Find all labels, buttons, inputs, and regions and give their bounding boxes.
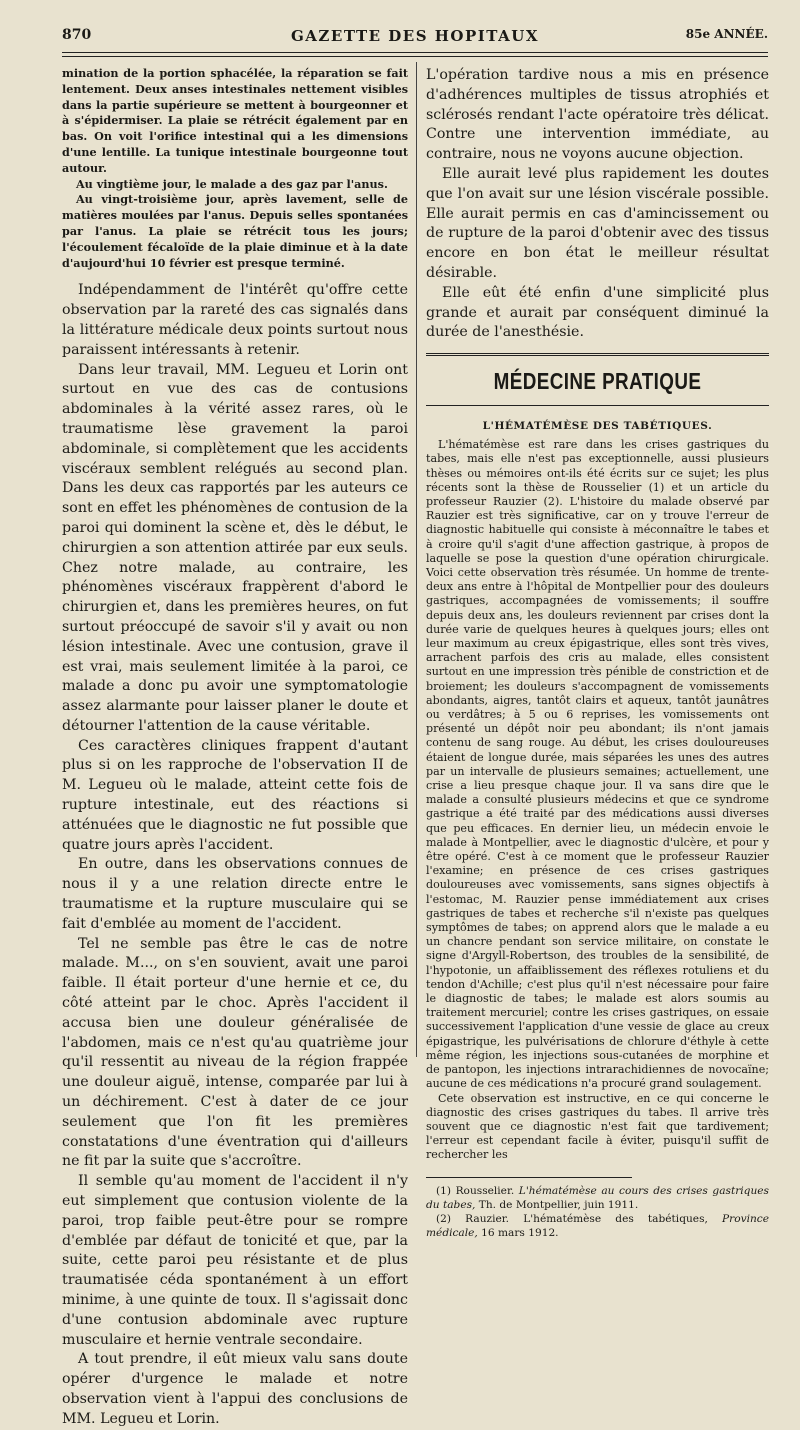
paragraph: A tout prendre, il eût mieux valu sans doute opérer d'urgence le malade et notre observation vient à l'appui des conclusions de MM. Legueu et Lorin. xyxy=(62,1351,408,1427)
case-note: Au vingtième jour, le malade a des gaz par l'anus. xyxy=(76,176,388,191)
section-rule xyxy=(426,353,769,356)
paragraph: Cete observation est instructive, en ce qui concerne le diagnostic des crises gastriques du tabes. Il arrive très souvent que ce diagnostic n'est fait que tardivement; l'erreur est cependant facile à éviter, puisqu'il suffit de rechercher les xyxy=(426,1091,769,1162)
journal-title: GAZETTE DES HOPITAUX xyxy=(290,27,539,45)
paragraph: Tel ne semble pas être le cas de notre malade. M..., on s'en souvient, avait une paroi faible. Il était porteur d'une hernie et ce, du côté atteint par le choc. Après l'accident il accusa bien une douleur généralisée de l'abdomen, mais ce n'est qu'au quatrième jour qu'il ressentit au niveau de la région frappée une douleur aiguë, intense, comparée par lui à un déchirement. C'est à dater de ce jour seulement que l'on fit les premières constatations d'une éventration qui d'ailleurs ne fit par la suite que s'accroître. xyxy=(62,935,408,1170)
case-note: Au vingt-troisième jour, après lavement, selle de matières moulées par l'anus. Depuis selles spontanées par l'anus. La plaie se rétrécit tous les jours; l'écoulement fécaloïde de la plaie diminue et à la date d'aujourd'hui 10 février est presque terminé. xyxy=(62,192,408,270)
left-column xyxy=(62,66,408,1427)
volume-year: 85e ANNÉE. xyxy=(685,27,768,41)
discussion-text xyxy=(62,281,408,1429)
paragraph: Elle eût été enfin d'une simplicité plus grande et aurait par conséquent diminué la durée de l'anesthésie. xyxy=(426,284,769,341)
case-note: mination de la portion sphacélée, la réparation se fait lentement. Deux anses intestinales nettement visibles dans la partie supérieure se mettent à bourgeonner et à s'épidermiser. La plaie se rétrécit également par en bas. On voit l'orifice intestinal qui a les dimensions d'une lentille. La tunique intestinale bourgeonne tout autour. xyxy=(62,66,408,175)
footnotes xyxy=(426,1184,769,1240)
section-title: MÉDECINE PRATIQUE xyxy=(493,368,702,395)
paragraph: Ces caractères cliniques frappent d'autant plus si on les rapproche de l'observation II de M. Legueu où le malade, atteint cette fois de rupture intestinale, eut des réactions si atténuées que le diagnostic ne fut possible que quatre jours après l'accident. xyxy=(62,737,408,853)
header-rule xyxy=(62,52,768,53)
footnote: (2) Rauzier. L'hématémèse des tabétiques, Province médicale, 16 mars 1912. xyxy=(426,1212,769,1239)
paragraph: En outre, dans les observations connues de nous il y a une relation directe entre le traumatisme et la rupture musculaire qui se fait d'emblée au moment de l'accident. xyxy=(62,856,408,932)
section-title-rule xyxy=(426,405,769,406)
page-number: 870 xyxy=(62,27,92,43)
paragraph: Dans leur travail, MM. Legueu et Lorin ont surtout en vue des cas de contusions abdominales à la vérité assez rares, où le traumatisme lèse gravement la paroi abdominale, si complètement que les accidents viscéraux semblent relégués au second plan. Dans les deux cas rapportés par les auteurs ce sont en effet les phénomènes de contusion de la paroi qui dominent la scène et, dès le début, le chirurgien a son attention attirée par eux seuls. Chez notre malade, au contraire, les phénomènes viscéraux frappèrent d'abord le chirurgien et, dans les premières heures, on fut surtout préoccupé de savoir s'il y avait ou non lésion intestinale. Avec une contusion, grave il est vrai, mais seulement limitée à la paroi, ce malade a donc pu avoir une symptomatologie assez alarmante pour laisser planer le doute et détourner l'attention de la cause véritable. xyxy=(62,361,408,734)
paragraph: L'opération tardive nous a mis en présence d'adhérences multiples de tissus atrophiés et sclérosés rendant l'acte opératoire très délicat. Contre une intervention immédiate, au contraire, nous ne voyons aucune objection. xyxy=(426,67,769,163)
footnote-rule xyxy=(426,1177,632,1178)
footnote: (1) Rousselier. L'hématémèse au cours des crises gastriques du tabes, Th. de Montpellier, juin 1911. xyxy=(426,1184,769,1211)
article-body xyxy=(426,438,769,1162)
conclusion-text xyxy=(426,66,769,343)
paragraph: Il semble qu'au moment de l'accident il n'y eut simplement que contusion violente de la paroi, trop faible peut-être pour se rompre d'emblée par défaut de tonicité et que, par la suite, cette paroi peu résistante et de plus traumatisée céda spontanément à un effort minime, à une quinte de toux. Il s'agissait donc d'une contusion abdominale avec rupture musculaire et hernie ventrale secondaire. xyxy=(62,1173,408,1348)
article-title: L'HÉMATÉMÈSE DES TABÉTIQUES. xyxy=(482,420,713,433)
column-separator xyxy=(416,62,417,1057)
right-column xyxy=(426,66,769,1239)
paragraph: Indépendamment de l'intérêt qu'offre cette observation par la rareté des cas signalés dans la littérature médicale deux points surtout nous paraissent intéressants à retenir. xyxy=(62,282,408,358)
case-notes xyxy=(62,66,408,271)
paragraph: Elle aurait levé plus rapidement les doutes que l'on avait sur une lésion viscérale possible. Elle aurait permis en cas d'amincissement ou de rupture de la paroi d'obtenir avec des tissus encore en bon état le meilleur résultat désirable. xyxy=(426,165,769,281)
paragraph: L'hématémèse est rare dans les crises gastriques du tabes, mais elle n'est pas exceptionnelle, aussi plusieurs thèses ou mémoires ont-ils été écrits sur ce sujet; les plus récents sont la thèse de Rousselier (1) et un article du professeur Rauzier (2). L'histoire du malade observé par Rauzier est très significative, car on y trouve l'erreur de diagnostic habituelle qui consiste à méconnaître le tabes et à croire qu'il s'agit d'une affection gastrique, à propos de laquelle se pose la question d'une opération chirurgicale. Voici cette observation très résumée. Un homme de trente-deux ans entre à l'hôpital de Montpellier pour des douleurs gastriques, accompagnées de vomissements; il souffre depuis deux ans, les douleurs reviennent par crises dont la durée varie de quelques heures à quelques jours; elles ont leur maximum au creux épigastrique, elles sont très vives, arrachent parfois des cris au malade, elles consistent surtout en une impression très pénible de constriction et de broiement; les douleurs s'accompagnent de vomissements abondants, aigres, tantôt clairs et aqueux, tantôt jaunâtres ou verdâtres; à 5 ou 6 reprises, les vomissements ont présenté un dépôt noir peu abondant; ils n'ont jamais contenu de sang rouge. Au début, les crises douloureuses étaient de longue durée, mais séparées les unes des autres par un intervalle de plusieurs semaines; actuellement, une crise a lieu presque chaque jour. Il va sans dire que le malade a consulté plusieurs médecins et que ce syndrome gastrique a été traité par des médications aussi diverses que peu efficaces. En dernier lieu, un médecin envoie le malade à Montpellier, avec le diagnostic d'ulcère, et pour y être opéré. C'est à ce moment que le professeur Rauzier l'examine; en présence de ces crises gastriques douloureuses avec vomissements, sans signes objectifs à l'estomac, M. Rauzier pense immédiatement aux crises gastriques de tabes et recherche s'il n'existe pas quelques symptômes de tabes; on apprend alors que le malade a eu un chancre pendant son service militaire, on constate le signe d'Argyll-Robertson, des troubles de la sensibilité, de l'hypotonie, un affaiblissement des réflexes rotuliens et du tendon d'Achille; c'est plus qu'il n'est nécessaire pour faire le diagnostic de tabes; le malade est alors soumis au traitement mercuriel; contre les crises gastriques, on essaie successivement l'application d'une vessie de glace au creux épigastrique, les pulvérisations de chlorure d'éthyle à cette même région, les injections sous-cutanées de morphine et de pantopon, les injections intrarachidiennes de novocaïne; aucune de ces médications n'a procuré grand soulagement. xyxy=(426,438,769,1091)
page-header xyxy=(62,27,768,49)
header-rule-2 xyxy=(62,56,768,57)
